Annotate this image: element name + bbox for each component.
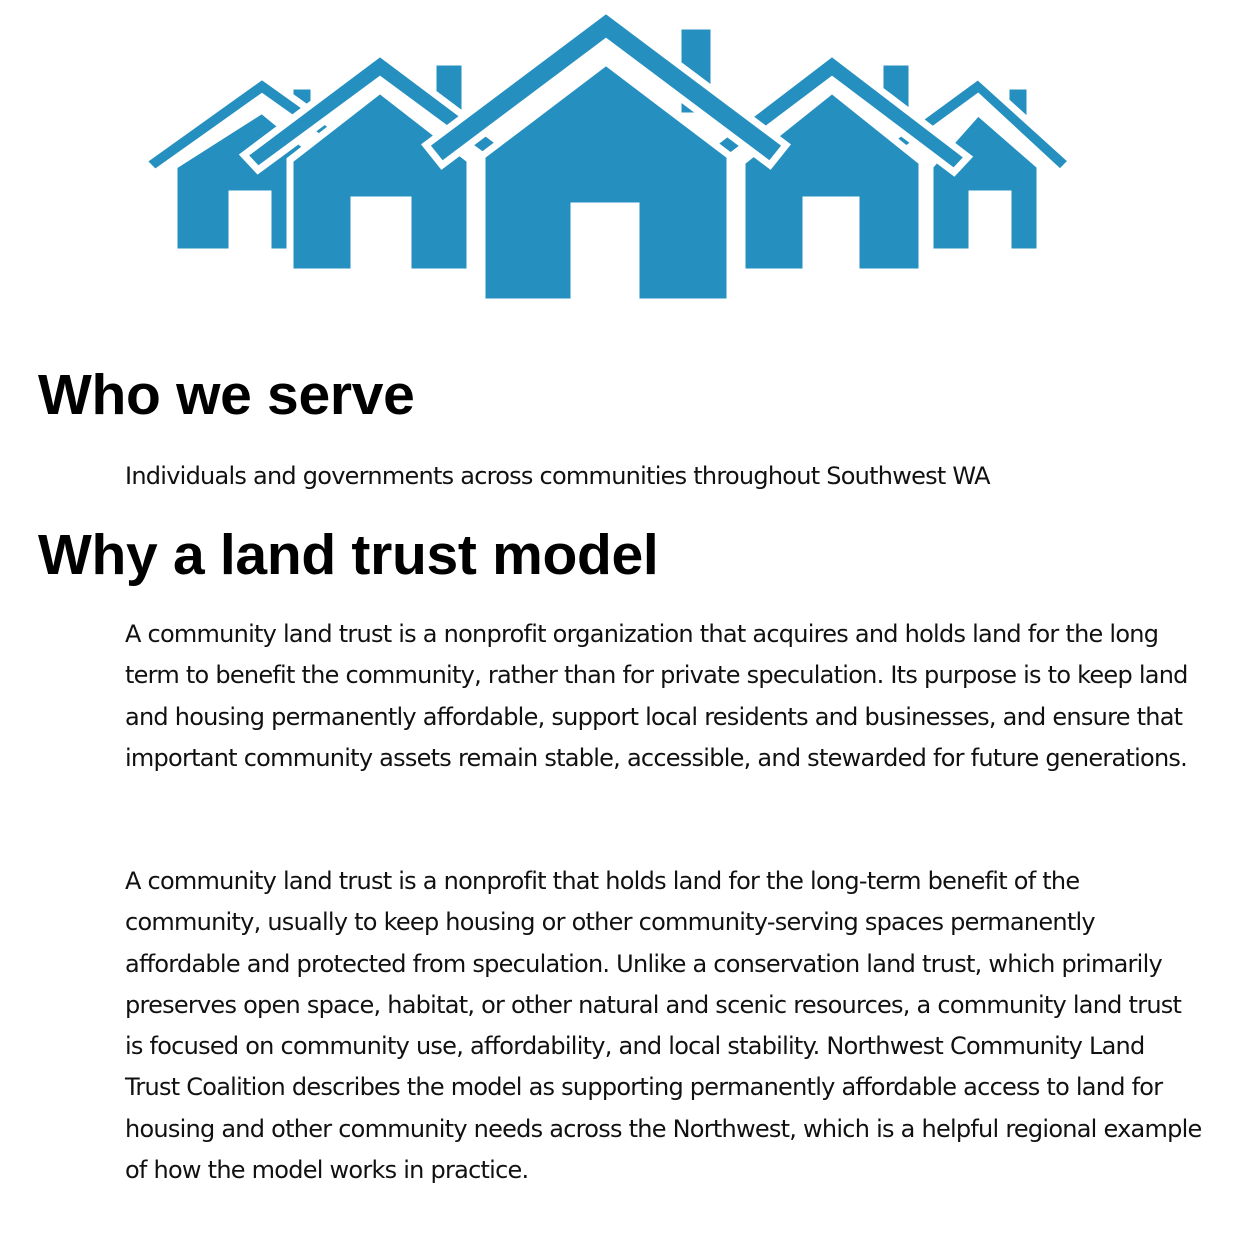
houses-icon <box>0 0 1240 320</box>
land-trust-paragraph-1: A community land trust is a nonprofit organization that acquires and holds land for the long term to benefit the community, rather than for private speculation. Its purpose is to keep land and housing permanently affordable, support local residents and businesses, and ensure that important community assets remain stable, accessible, and stewarded for future generations. <box>125 620 1188 772</box>
who-we-serve-text: Individuals and governments across communities throughout Southwest WA <box>125 462 990 490</box>
section-heading-who-we-serve: Who we serve <box>38 363 415 427</box>
section-heading-why-land-trust: Why a land trust model <box>38 523 659 587</box>
house-center-icon <box>426 10 786 302</box>
land-trust-paragraph-2: A community land trust is a nonprofit that holds land for the long-term benefit of the community, usually to keep housing or other community-serving spaces permanently affordable and protected from speculation. Unlike a conservation land trust, which primarily preserves open space, habitat, or other natural and scenic resources, a community land trust is focused on community use, affordability, and local stability. Northwest Community Land Trust Coalition describes the model as supporting permanently affordable access to land for housing and other community needs across the Northwest, which is a helpful regional example of how the model works in practice. <box>125 867 1202 1185</box>
